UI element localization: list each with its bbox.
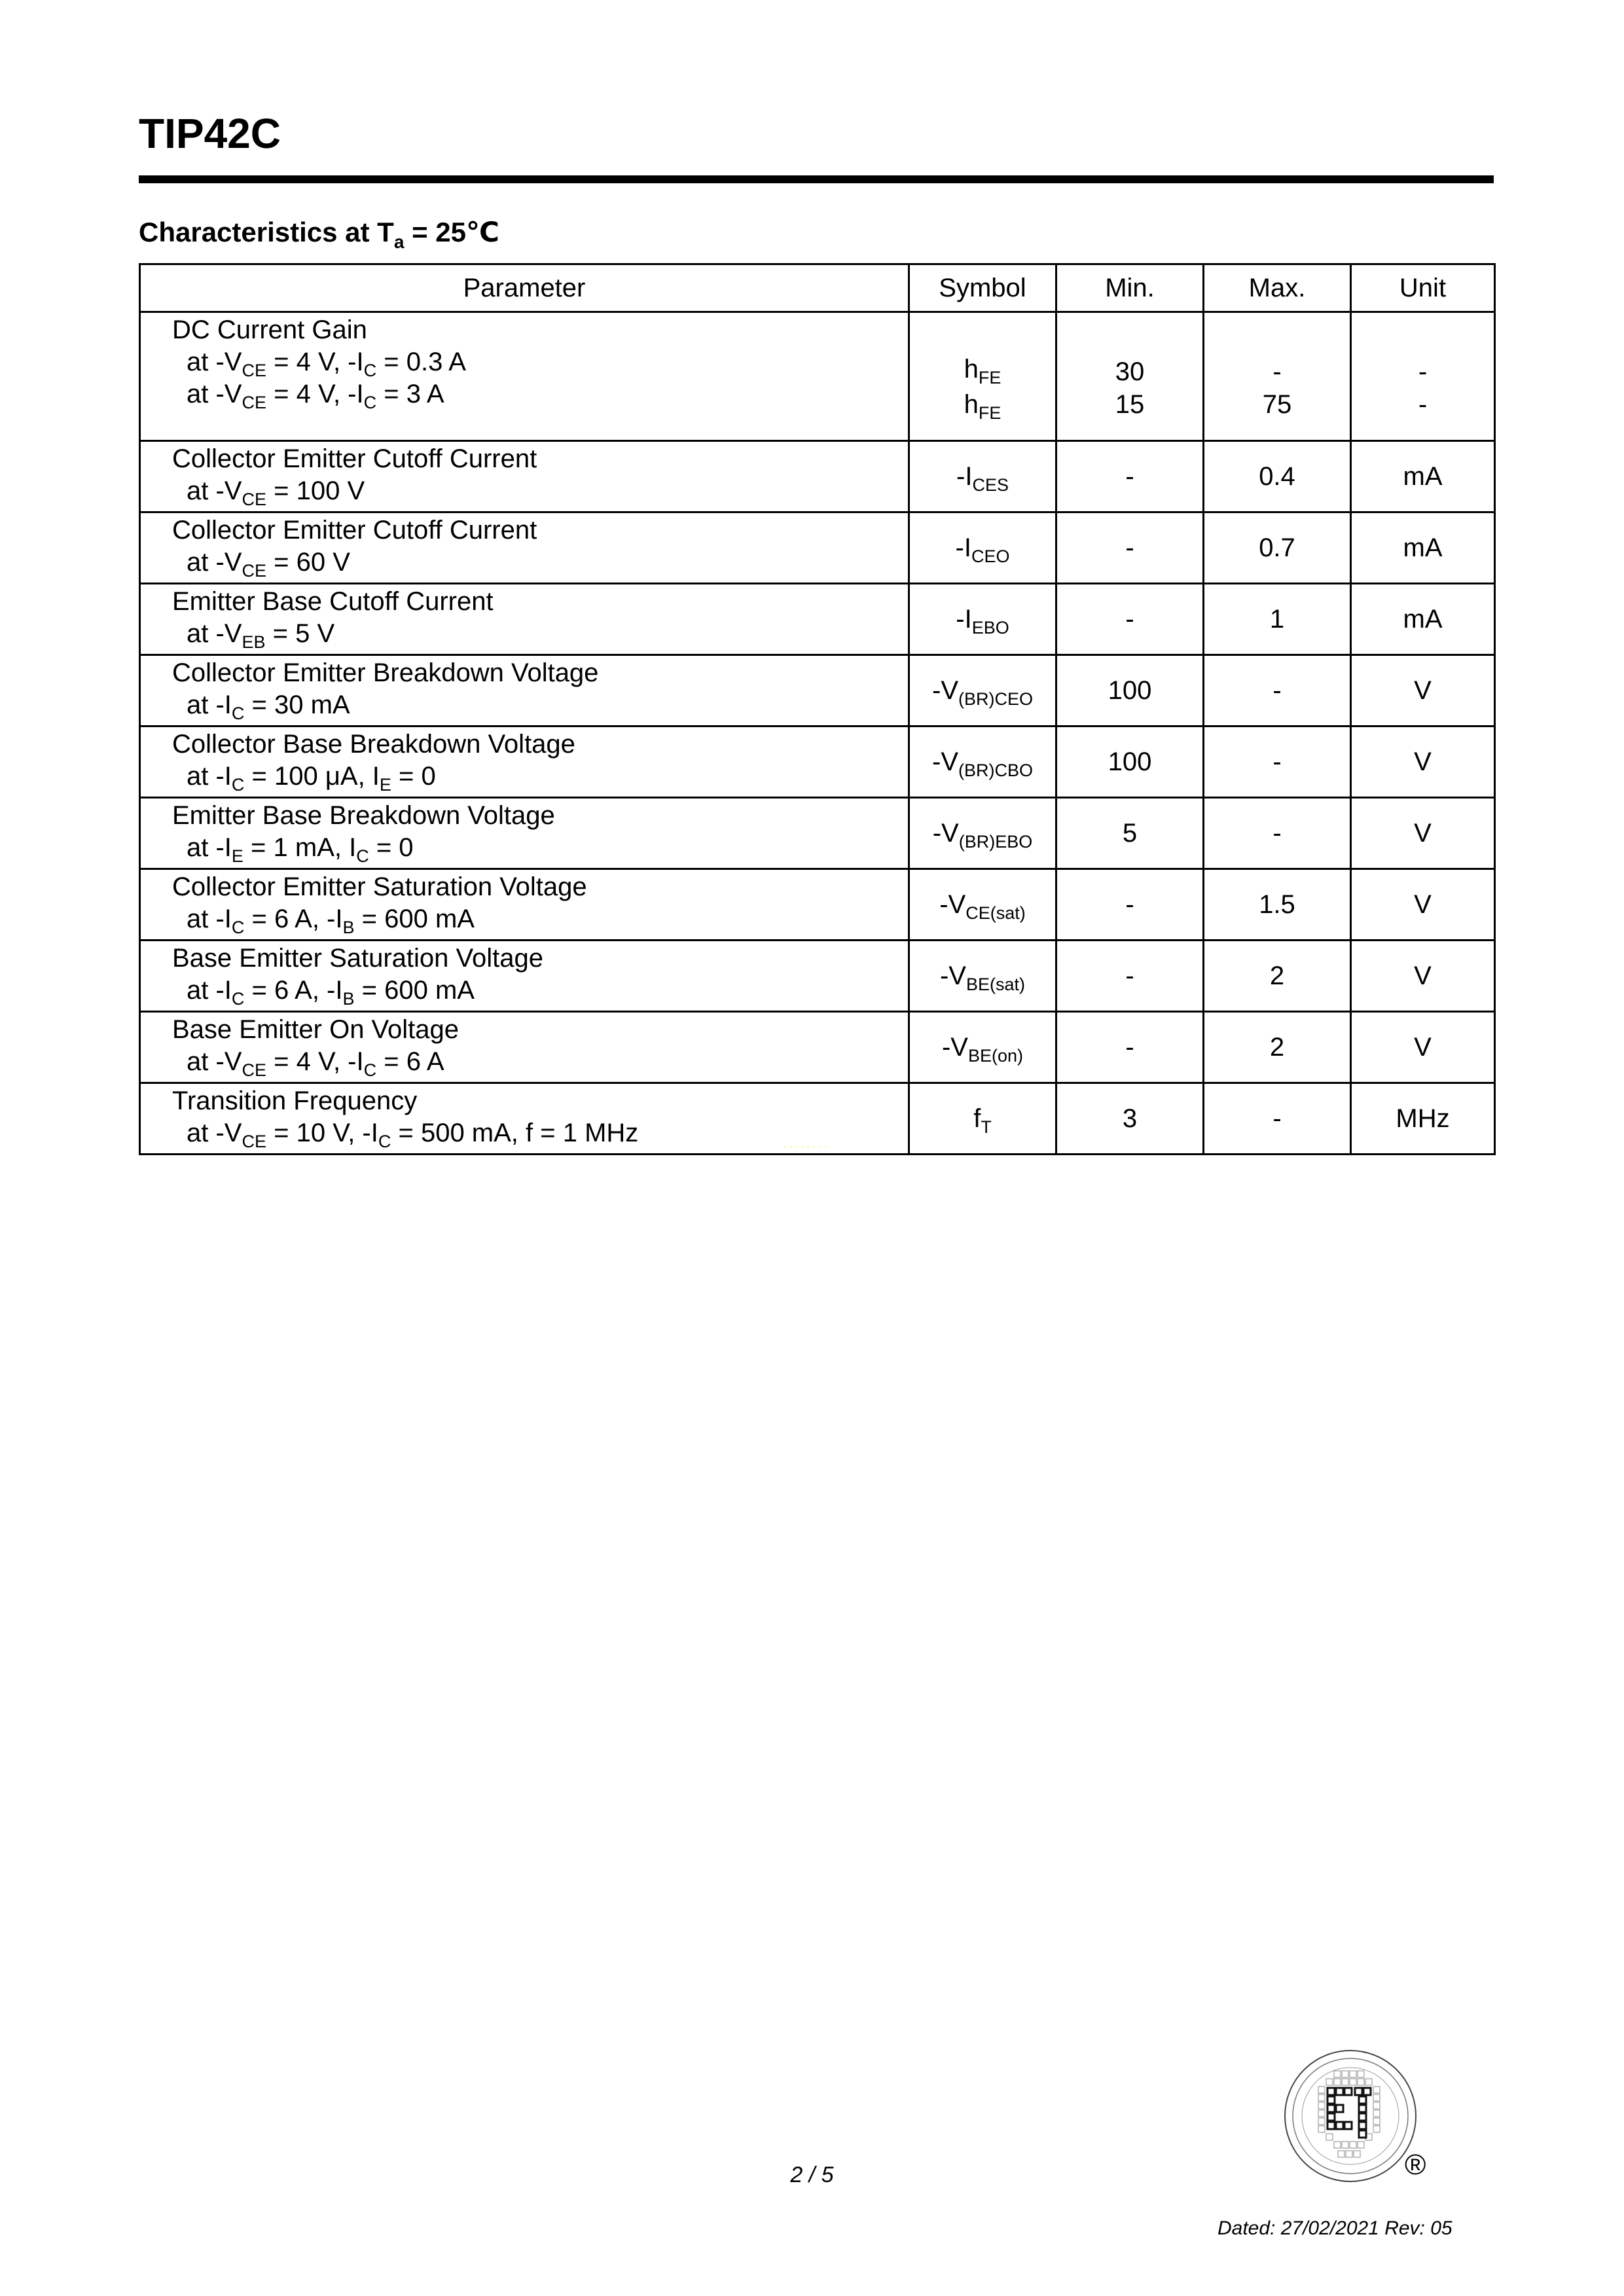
symbol-main: -I <box>955 533 971 562</box>
min-cell: - <box>1056 869 1204 941</box>
cond-text: = 0.3 A <box>376 347 466 376</box>
unit-cell: mA <box>1351 584 1495 655</box>
faint-watermark: ········ <box>782 1138 829 1155</box>
unit-cell: V <box>1351 941 1495 1012</box>
parameter-name: Transition Frequency <box>172 1086 418 1115</box>
section-heading <box>139 217 499 252</box>
symbol-cell <box>909 726 1056 798</box>
cond-subscript: CE <box>242 360 266 380</box>
cond-subscript: CE <box>242 1060 266 1080</box>
symbol-cell <box>909 1083 1056 1155</box>
parameter-cell <box>140 584 909 655</box>
unit-value: - <box>1418 357 1428 386</box>
unit-cell: V <box>1351 726 1495 798</box>
characteristics-table <box>139 263 1496 1155</box>
cond-text: at -V <box>187 547 242 577</box>
section-heading-prefix: Characteristics at T <box>139 217 394 247</box>
unit-value: - <box>1418 390 1428 419</box>
cond-text: = 1 mA, I <box>243 833 357 862</box>
parameter-name: Emitter Base Cutoff Current <box>172 587 494 616</box>
min-cell: 3 <box>1056 1083 1204 1155</box>
max-cell: 1 <box>1204 584 1351 655</box>
max-cell: 0.7 <box>1204 512 1351 584</box>
cond-subscript: C <box>363 392 377 412</box>
cond-text: at -I <box>187 904 232 933</box>
cond-text: = 0 <box>391 761 436 791</box>
max-cell: 1.5 <box>1204 869 1351 941</box>
symbol-cell <box>909 798 1056 869</box>
parameter-condition <box>172 547 908 579</box>
parameter-cell <box>140 312 909 441</box>
cond-text: at -V <box>187 347 242 376</box>
min-value: 15 <box>1115 390 1145 419</box>
cond-subscript: EB <box>242 632 266 652</box>
symbol-cell <box>909 312 1056 441</box>
min-cell: - <box>1056 584 1204 655</box>
header-unit: Unit <box>1351 264 1495 312</box>
cond-text: at -V <box>187 1047 242 1076</box>
min-cell: - <box>1056 441 1204 512</box>
parameter-condition <box>172 346 908 378</box>
symbol-main: h <box>964 355 979 384</box>
symbol-subscript: CE(sat) <box>965 903 1026 923</box>
cond-subscript: B <box>342 917 355 937</box>
symbol-line <box>910 388 1055 423</box>
symbol-main: -I <box>956 604 972 634</box>
cond-text: = 0 <box>369 833 414 862</box>
cond-subscript: C <box>363 1060 377 1080</box>
parameter-condition <box>172 689 908 721</box>
document-title: TIP42C <box>139 110 281 157</box>
parameter-cell <box>140 512 909 584</box>
cond-text: = 4 V, -I <box>266 1047 364 1076</box>
min-cell: 5 <box>1056 798 1204 869</box>
table-row <box>140 655 1495 726</box>
min-cell: - <box>1056 941 1204 1012</box>
table-row <box>140 726 1495 798</box>
min-cell <box>1056 312 1204 441</box>
cond-text: at -V <box>187 1118 242 1147</box>
header-max: Max. <box>1204 264 1351 312</box>
symbol-cell <box>909 441 1056 512</box>
parameter-condition <box>172 475 908 507</box>
symbol-subscript: (BR)CEO <box>958 689 1033 709</box>
min-cell: - <box>1056 1012 1204 1083</box>
parameter-condition <box>172 975 908 1007</box>
parameter-name: Collector Emitter Breakdown Voltage <box>172 658 599 687</box>
page-number: 2 / 5 <box>790 2162 834 2187</box>
max-cell <box>1204 312 1351 441</box>
table-row <box>140 941 1495 1012</box>
cond-subscript: C <box>231 703 245 723</box>
table-row-dc-current-gain <box>140 312 1495 441</box>
symbol-subscript: T <box>981 1117 992 1137</box>
cond-text: = 100 μA, I <box>244 761 380 791</box>
symbol-main: h <box>964 390 979 419</box>
max-cell: - <box>1204 798 1351 869</box>
cond-subscript: E <box>379 774 391 795</box>
unit-cell: mA <box>1351 441 1495 512</box>
symbol-cell <box>909 941 1056 1012</box>
cond-text: at -V <box>187 476 242 505</box>
symbol-main: -V <box>932 675 958 705</box>
header-symbol: Symbol <box>909 264 1056 312</box>
cond-text: = 10 V, -I <box>266 1118 378 1147</box>
unit-cell: V <box>1351 869 1495 941</box>
table-header-row <box>140 264 1495 312</box>
cond-text: = 600 mA <box>354 975 475 1005</box>
symbol-subscript: CEO <box>971 546 1010 566</box>
symbol-main: -I <box>956 461 973 491</box>
max-cell: 2 <box>1204 941 1351 1012</box>
parameter-condition <box>172 618 908 650</box>
unit-cell <box>1351 312 1495 441</box>
table-row <box>140 869 1495 941</box>
cond-text: = 5 V <box>265 619 335 648</box>
cond-subscript: B <box>342 988 355 1009</box>
unit-cell: V <box>1351 798 1495 869</box>
parameter-cell <box>140 798 909 869</box>
cond-text: at -V <box>187 379 242 408</box>
cond-text: = 6 A <box>376 1047 444 1076</box>
parameter-cell <box>140 1012 909 1083</box>
table-row <box>140 441 1495 512</box>
header-parameter: Parameter <box>140 264 909 312</box>
title-divider <box>139 175 1494 183</box>
cond-subscript: CE <box>242 489 266 509</box>
parameter-condition <box>172 761 908 793</box>
symbol-cell <box>909 655 1056 726</box>
cond-text: = 500 mA, f = 1 MHz <box>391 1118 639 1147</box>
parameter-condition <box>172 378 908 410</box>
cond-subscript: C <box>231 774 245 795</box>
parameter-name: Collector Emitter Cutoff Current <box>172 444 537 473</box>
cond-text: = 6 A, -I <box>244 904 343 933</box>
min-cell: 100 <box>1056 655 1204 726</box>
parameter-condition <box>172 832 908 864</box>
symbol-subscript: BE(on) <box>967 1045 1024 1066</box>
cond-subscript: C <box>356 846 369 866</box>
symbol-subscript: FE <box>978 403 1001 423</box>
symbol-subscript: EBO <box>971 617 1009 637</box>
symbol-subscript: (BR)EBO <box>958 831 1033 852</box>
cond-text: = 4 V, -I <box>266 347 364 376</box>
cond-text: at -I <box>187 975 232 1005</box>
cond-subscript: E <box>231 846 244 866</box>
cond-text: = 60 V <box>266 547 350 577</box>
unit-cell: V <box>1351 1012 1495 1083</box>
cond-text: at -I <box>187 833 232 862</box>
max-cell: 0.4 <box>1204 441 1351 512</box>
symbol-cell <box>909 1012 1056 1083</box>
unit-cell: V <box>1351 655 1495 726</box>
symbol-line <box>910 353 1055 388</box>
cond-subscript: C <box>363 360 377 380</box>
cond-text: = 600 mA <box>354 904 475 933</box>
cond-text: = 3 A <box>376 379 444 408</box>
symbol-subscript: (BR)CBO <box>958 760 1033 780</box>
max-value: - <box>1272 357 1282 386</box>
min-cell: - <box>1056 512 1204 584</box>
symbol-main: -V <box>941 1032 968 1062</box>
cond-text: = 100 V <box>266 476 365 505</box>
min-value: 30 <box>1115 357 1145 386</box>
symbol-cell <box>909 869 1056 941</box>
cond-text: = 6 A, -I <box>244 975 343 1005</box>
symbol-cell <box>909 584 1056 655</box>
header-min: Min. <box>1056 264 1204 312</box>
symbol-main: -V <box>932 747 958 776</box>
unit-cell: mA <box>1351 512 1495 584</box>
cond-text: at -V <box>187 619 242 648</box>
section-heading-subscript: a <box>393 232 405 252</box>
cond-text: at -I <box>187 761 232 791</box>
section-heading-suffix: = 25℃ <box>404 217 499 247</box>
parameter-cell <box>140 726 909 798</box>
symbol-main: -V <box>932 818 959 848</box>
cond-subscript: CE <box>242 392 266 412</box>
parameter-name: Collector Emitter Saturation Voltage <box>172 872 587 901</box>
symbol-subscript: BE(sat) <box>965 974 1026 994</box>
parameter-condition <box>172 1046 908 1078</box>
symbol-main: -V <box>939 889 966 919</box>
max-value: 75 <box>1262 390 1292 419</box>
max-cell: 2 <box>1204 1012 1351 1083</box>
table-row <box>140 512 1495 584</box>
cond-text: = 30 mA <box>244 690 350 719</box>
cond-text: at -I <box>187 690 232 719</box>
table-row <box>140 798 1495 869</box>
parameter-name: Base Emitter Saturation Voltage <box>172 944 543 973</box>
parameter-name: Base Emitter On Voltage <box>172 1015 460 1044</box>
parameter-condition <box>172 903 908 935</box>
parameter-cell <box>140 655 909 726</box>
max-cell: - <box>1204 655 1351 726</box>
cond-text: = 4 V, -I <box>266 379 364 408</box>
table-row <box>140 584 1495 655</box>
unit-cell: MHz <box>1351 1083 1495 1155</box>
table-row <box>140 1012 1495 1083</box>
parameter-name: Collector Emitter Cutoff Current <box>172 516 537 545</box>
symbol-subscript: FE <box>978 368 1001 387</box>
parameter-cell <box>140 941 909 1012</box>
registered-mark: ® <box>1405 2149 1426 2181</box>
symbol-main: -V <box>939 961 966 990</box>
max-cell: - <box>1204 726 1351 798</box>
parameter-name: DC Current Gain <box>172 315 367 344</box>
revision-date: Dated: 27/02/2021 Rev: 05 <box>1218 2217 1453 2239</box>
cond-subscript: C <box>231 988 245 1009</box>
parameter-cell <box>140 869 909 941</box>
symbol-subscript: CES <box>972 475 1009 495</box>
parameter-name: Collector Base Breakdown Voltage <box>172 730 575 759</box>
cond-subscript: CE <box>242 1131 266 1151</box>
cond-subscript: C <box>231 917 245 937</box>
cond-subscript: CE <box>242 560 266 581</box>
parameter-name: Emitter Base Breakdown Voltage <box>172 801 555 830</box>
cond-subscript: C <box>378 1131 391 1151</box>
parameter-cell <box>140 441 909 512</box>
symbol-cell <box>909 512 1056 584</box>
min-cell: 100 <box>1056 726 1204 798</box>
symbol-main: f <box>973 1103 981 1133</box>
max-cell: - <box>1204 1083 1351 1155</box>
